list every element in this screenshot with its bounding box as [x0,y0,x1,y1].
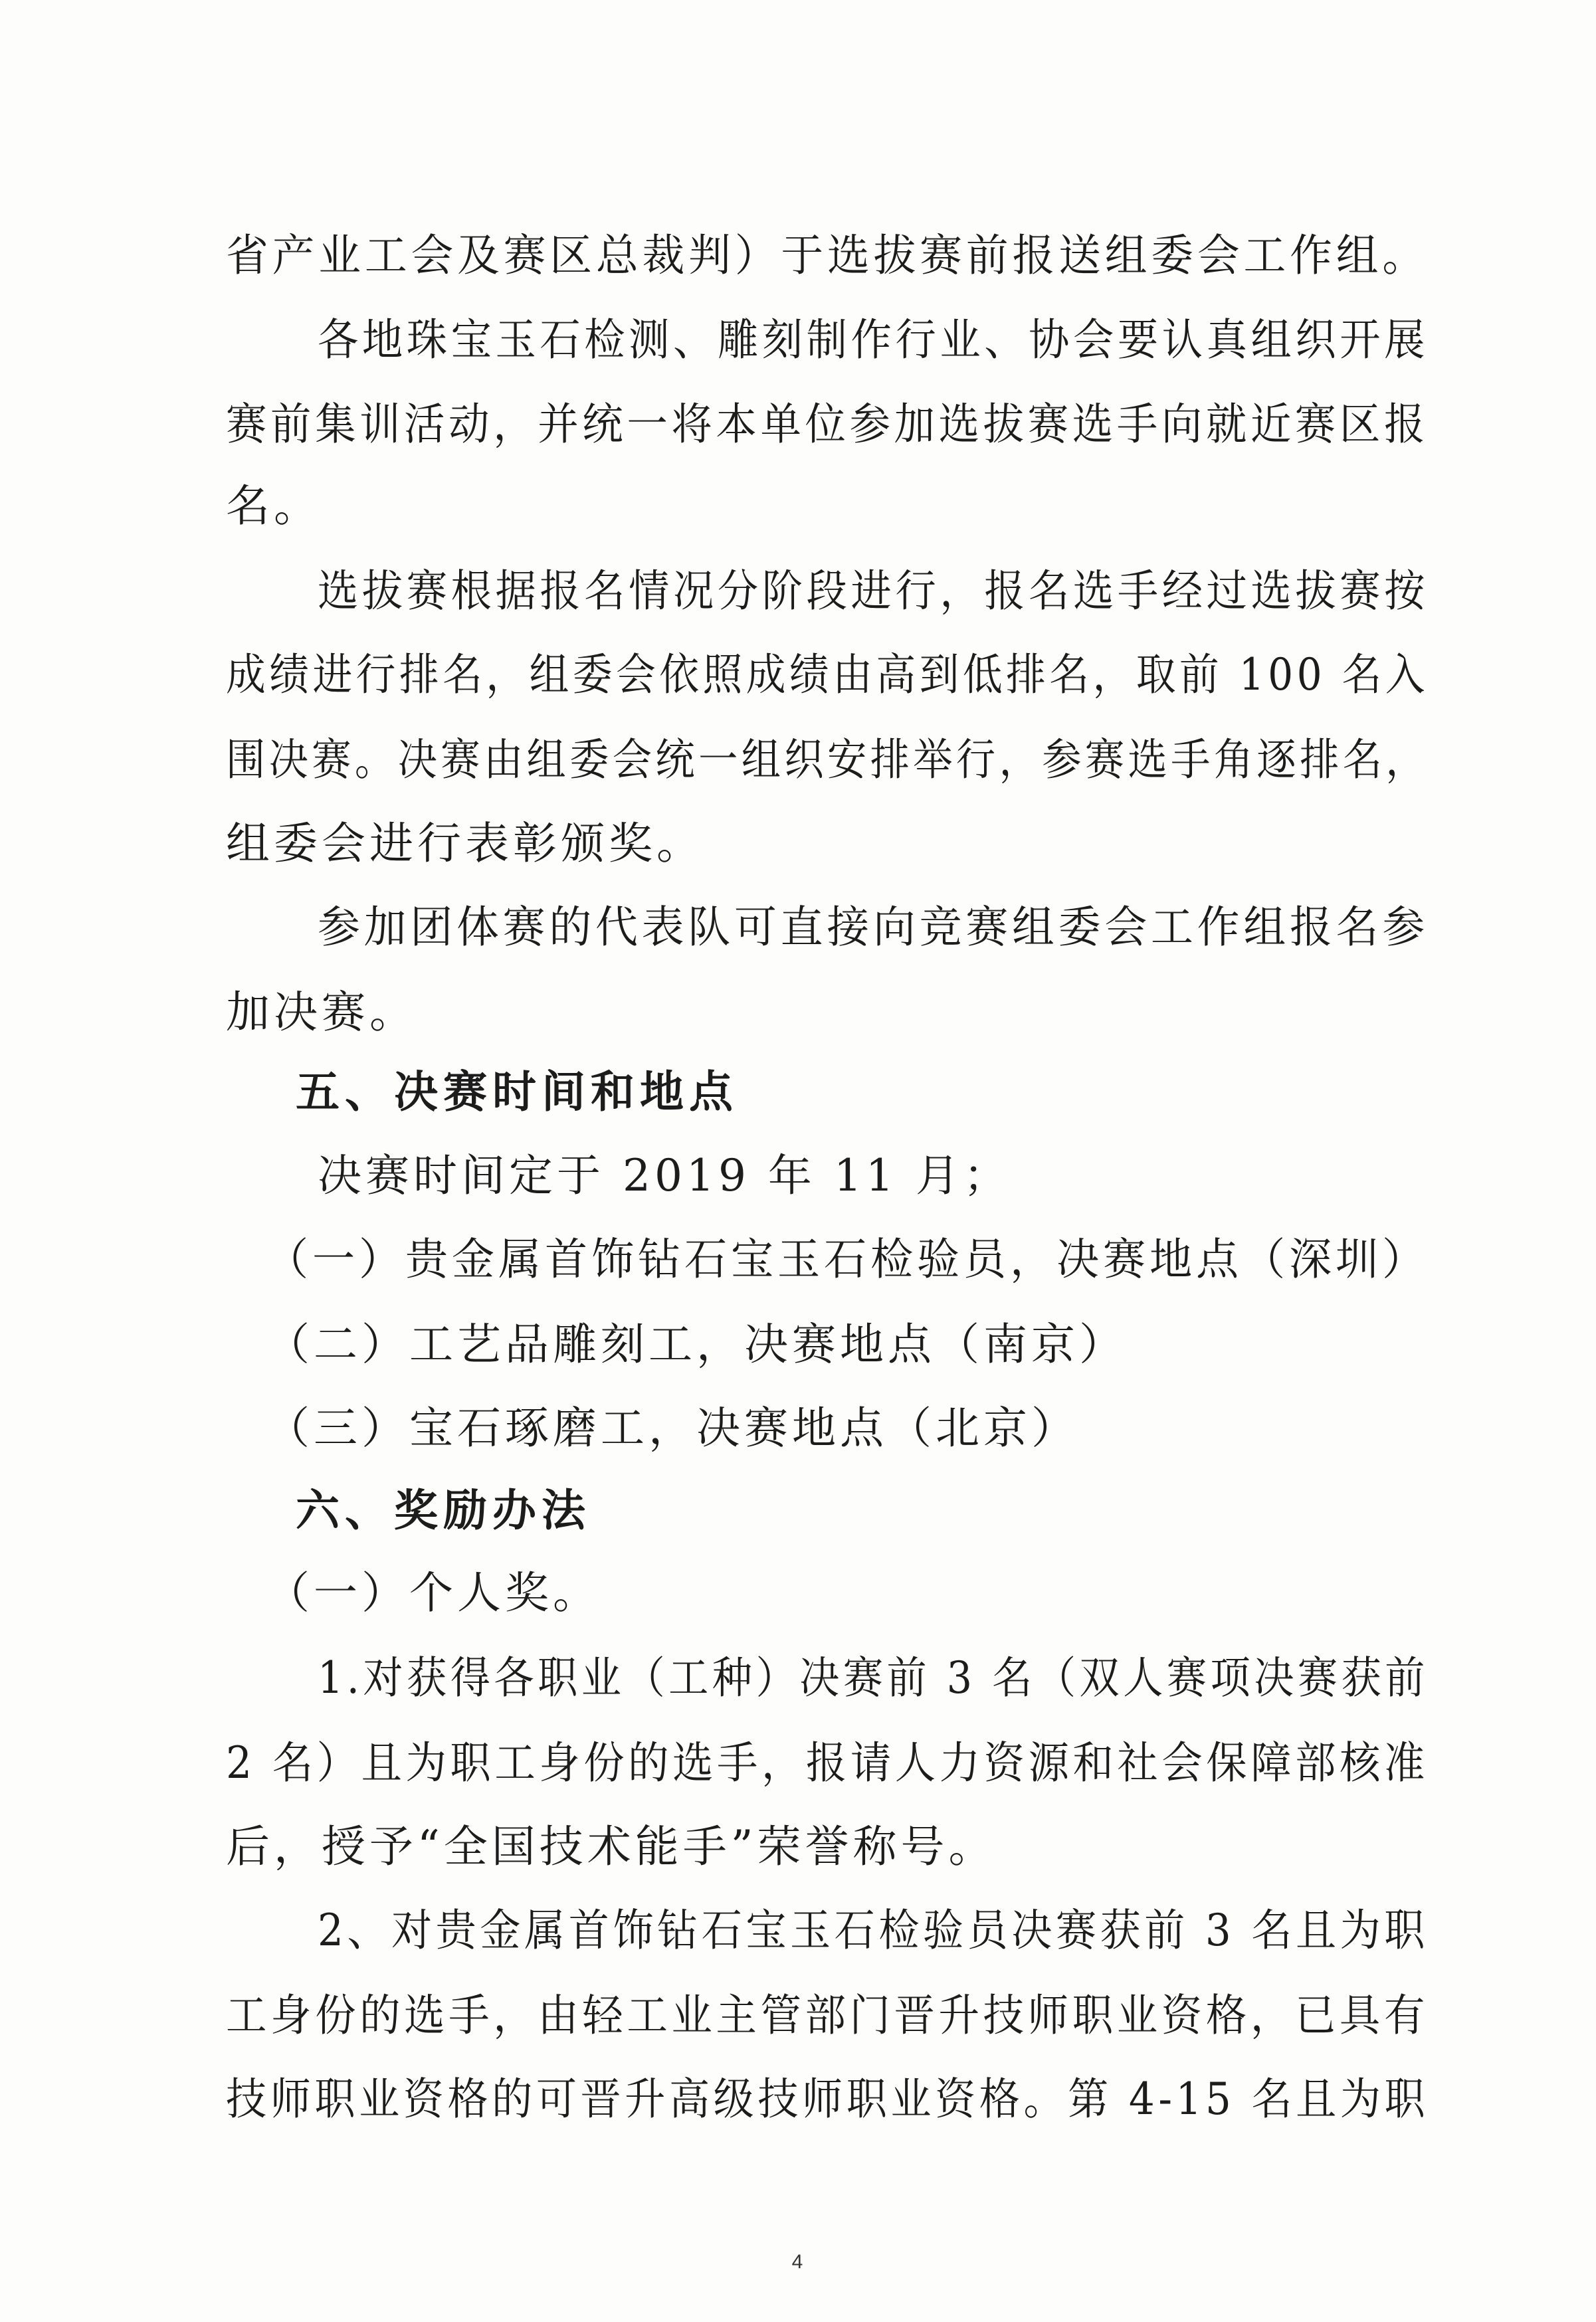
list-item: （三）宝石琢磨工，决赛地点（北京） [266,1403,1079,1454]
subsection-heading: （一）个人奖。 [266,1567,601,1618]
paragraph-line: 决赛时间定于 2019 年 11 月； [318,1150,1011,1201]
paragraph-line: 围决赛。决赛由组委会统一组织安排举行，参赛选手角逐排名， [226,734,1429,785]
paragraph-line: 成绩进行排名，组委会依照成绩由高到低排名，取前 100 名入 [226,649,1429,700]
paragraph-line: 名。 [226,480,322,532]
page-number: 4 [791,2251,803,2273]
paragraph-line: 工身份的选手，由轻工业主管部门晋升技师职业资格，已具有 [226,1990,1429,2041]
paragraph-line: 2 名）且为职工身份的选手，报请人力资源和社会保障部核准 [226,1737,1429,1789]
section-heading: 五、决赛时间和地点 [296,1066,738,1117]
paragraph-line: 选拔赛根据报名情况分阶段进行，报名选手经过选拔赛按 [318,565,1429,617]
section-heading: 六、奖励办法 [296,1485,591,1536]
paragraph-line: 赛前集训活动，并统一将本单位参加选拔赛选手向就近赛区报 [226,399,1429,450]
paragraph-line: 省产业工会及赛区总裁判）于选拔赛前报送组委会工作组。 [226,230,1429,281]
paragraph-line: 加决赛。 [226,987,417,1038]
paragraph-line: 技师职业资格的可晋升高级技师职业资格。第 4-15 名且为职 [226,2074,1429,2125]
paragraph-line: 各地珠宝玉石检测、雕刻制作行业、协会要认真组织开展 [318,314,1429,365]
list-item: （二）工艺品雕刻工，决赛地点（南京） [266,1319,1127,1370]
paragraph-line: 2、对贵金属首饰钻石宝玉石检验员决赛获前 3 名且为职 [318,1905,1429,1956]
list-item: （一）贵金属首饰钻石宝玉石检验员，决赛地点（深圳） [266,1234,1429,1285]
paragraph-line: 后，授予“全国技术能手”荣誉称号。 [226,1821,997,1872]
paragraph-line: 参加团体赛的代表队可直接向竞赛组委会工作组报名参 [318,902,1429,953]
paragraph-line: 1.对获得各职业（工种）决赛前 3 名（双人赛项决赛获前 [318,1652,1429,1703]
paragraph-line: 组委会进行表彰颁奖。 [226,818,704,869]
